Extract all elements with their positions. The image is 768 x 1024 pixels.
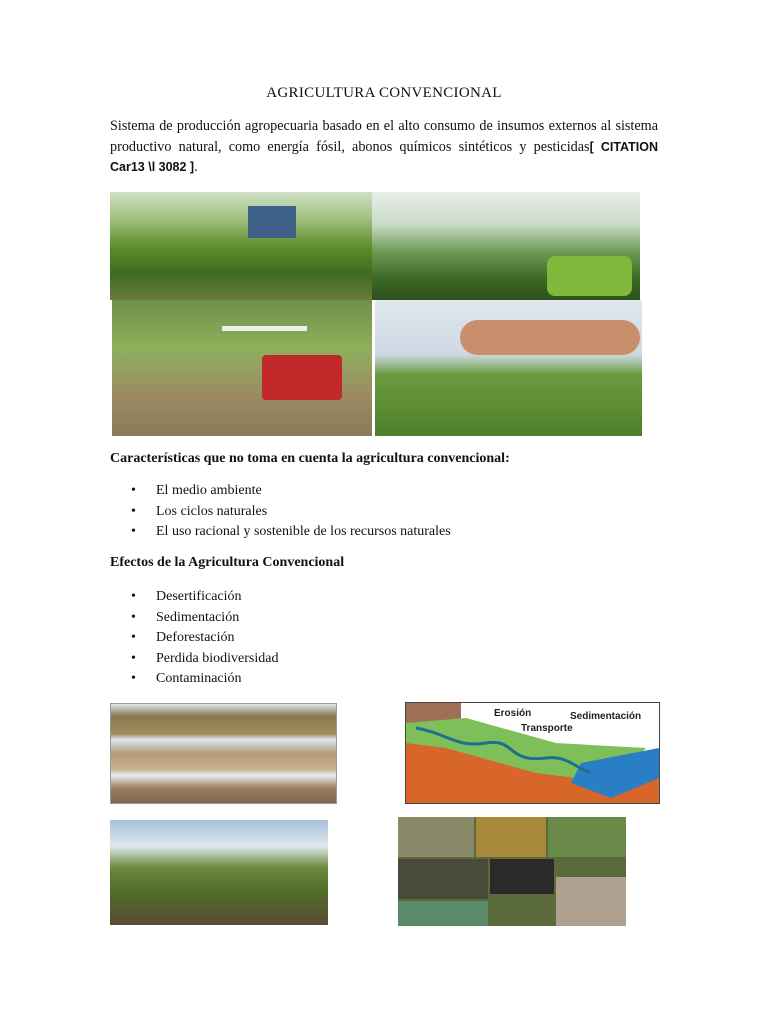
list-item: • Desertificación [110, 587, 278, 608]
list-item: • El uso racional y sostenible de los recursos naturales [110, 522, 451, 543]
section-heading-characteristics: Características que no toma en cuenta la agricultura convencional: [110, 451, 510, 466]
list-item: • Contaminación [110, 669, 278, 690]
list-item: • Deforestación [110, 628, 278, 649]
sedimentation-diagram [405, 702, 660, 804]
intro-text: Sistema de producción agropecuaria basado en el alto consumo de insumos externos al sistema productivo natural, como energía fósil, abonos químicos sintéticos y pesticidas [110, 118, 658, 155]
list-item: • El medio ambiente [110, 481, 451, 502]
characteristics-list [110, 481, 451, 543]
list-item: • Sedimentación [110, 608, 278, 629]
page-title: AGRICULTURA CONVENCIONAL [266, 85, 502, 101]
section-heading-effects: Efectos de la Agricultura Convencional [110, 555, 345, 570]
photo-desertification [110, 703, 337, 804]
list-item: • Los ciclos naturales [110, 502, 451, 523]
photo-deforestation [110, 820, 328, 925]
photo-biodiversity-collage [398, 817, 626, 926]
label-transporte: Transporte [521, 723, 573, 734]
label-sedimentacion: Sedimentación [570, 711, 642, 722]
citation: [ CITATION Car13 \l 3082 ] [110, 139, 658, 174]
list-item: • Perdida biodiversidad [110, 649, 278, 670]
photo-hand-fertilizer [375, 300, 642, 436]
intro-end: . [194, 159, 198, 175]
intro-paragraph [110, 116, 658, 178]
photo-red-tractor [112, 300, 372, 436]
label-erosion: Erosión [494, 708, 532, 719]
photo-tractor-spraying-field [110, 192, 372, 300]
photo-irrigation-spray [372, 192, 640, 300]
effects-list [110, 587, 278, 690]
